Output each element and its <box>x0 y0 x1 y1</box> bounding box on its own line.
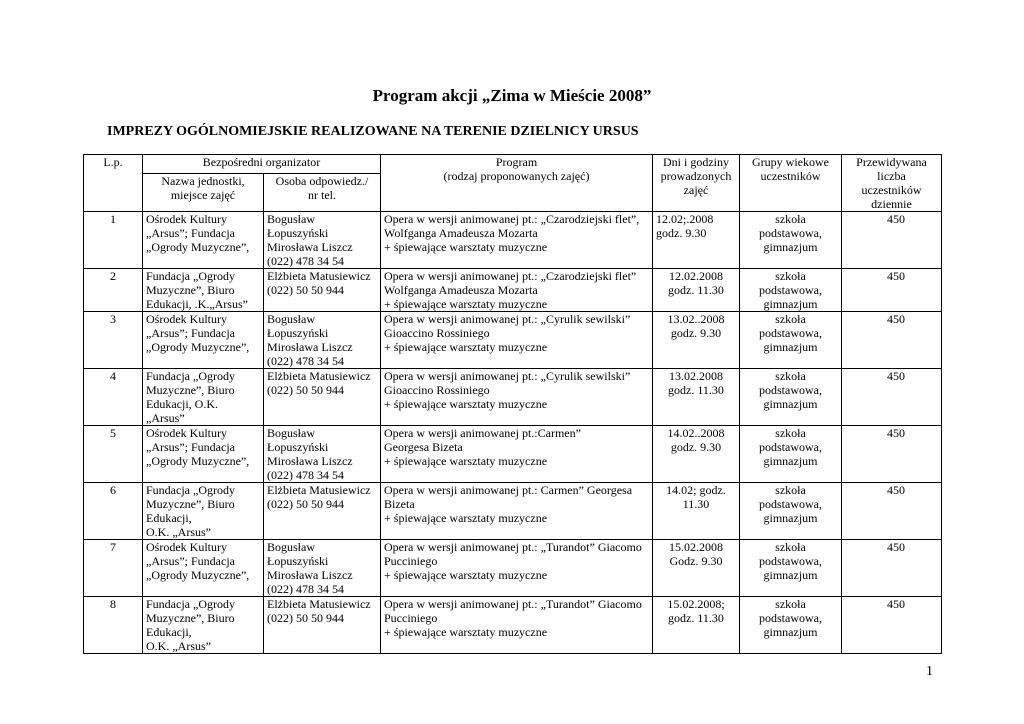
program-table <box>83 154 942 654</box>
row-groups: szkoła podstawowa, gimnazjum <box>740 269 842 312</box>
row-unit: Fundacja „Ogrody Muzyczne”, Biuro Edukacji, .K.„Arsus” <box>143 269 264 312</box>
row-lp: 4 <box>84 369 143 426</box>
row-dates: 15.02.2008 Godz. 9.30 <box>653 540 740 597</box>
table-row <box>84 426 942 483</box>
header-organizer: Bezpośredni organizator <box>143 155 381 174</box>
table-row <box>84 269 942 312</box>
header-unit: Nazwa jednostki, miejsce zajęć <box>143 174 264 212</box>
row-lp: 8 <box>84 597 143 654</box>
table-row <box>84 369 942 426</box>
row-unit: Fundacja „Ogrody Muzyczne”, Biuro Edukacji, O.K. „Arsus” <box>143 483 264 540</box>
row-dates: 14.02; godz. 11.30 <box>653 483 740 540</box>
page-number: 1 <box>926 664 933 679</box>
row-groups: szkoła podstawowa, gimnazjum <box>740 212 842 269</box>
row-dates: 15.02.2008; godz. 11.30 <box>653 597 740 654</box>
header-groups: Grupy wiekowe uczestników <box>740 155 842 212</box>
row-lp: 7 <box>84 540 143 597</box>
row-unit: Fundacja „Ogrody Muzyczne”, Biuro Edukacji, O.K. „Arsus” <box>143 597 264 654</box>
section-heading: IMPREZY OGÓLNOMIEJSKIE REALIZOWANE NA TERENIE DZIELNICY URSUS <box>107 124 639 139</box>
row-count: 450 <box>842 483 942 540</box>
row-dates: 13.02..2008 godz. 9.30 <box>653 312 740 369</box>
row-count: 450 <box>842 540 942 597</box>
row-contact: Bogusław Łopuszyński Mirosława Liszcz (022) 478 34 54 <box>264 212 381 269</box>
row-lp: 3 <box>84 312 143 369</box>
table-row <box>84 597 942 654</box>
row-contact: Bogusław Łopuszyński Mirosława Liszcz (022) 478 34 54 <box>264 426 381 483</box>
row-lp: 1 <box>84 212 143 269</box>
row-contact: Bogusław Łopuszyński Mirosława Liszcz (022) 478 34 54 <box>264 540 381 597</box>
row-lp: 5 <box>84 426 143 483</box>
row-unit: Ośrodek Kultury „Arsus”; Fundacja „Ogrody Muzyczne”, <box>143 540 264 597</box>
page-title: Program akcji „Zima w Mieście 2008” <box>372 86 652 105</box>
table-row <box>84 312 942 369</box>
row-groups: szkoła podstawowa, gimnazjum <box>740 597 842 654</box>
row-count: 450 <box>842 212 942 269</box>
row-dates: 12.02.2008 godz. 11.30 <box>653 269 740 312</box>
header-lp: L.p. <box>84 155 143 212</box>
row-count: 450 <box>842 369 942 426</box>
row-count: 450 <box>842 597 942 654</box>
row-unit: Ośrodek Kultury „Arsus”; Fundacja „Ogrody Muzyczne”, <box>143 426 264 483</box>
header-dates: Dni i godziny prowadzonych zajęć <box>653 155 740 212</box>
row-program: Opera w wersji animowanej pt.: „Czarodziejski flet”, Wolfganga Amadeusza Mozarta + śpiewające warsztaty muzyczne <box>381 212 653 269</box>
row-lp: 2 <box>84 269 143 312</box>
table-row <box>84 540 942 597</box>
row-unit: Fundacja „Ogrody Muzyczne”, Biuro Edukacji, O.K. „Arsus” <box>143 369 264 426</box>
row-program: Opera w wersji animowanej pt.:Carmen” Georgesa Bizeta + śpiewające warsztaty muzyczne <box>381 426 653 483</box>
row-dates: 13.02.2008 godz. 11.30 <box>653 369 740 426</box>
row-program: Opera w wersji animowanej pt.: „Cyrulik sewilski” Gioaccino Rossiniego + śpiewające warsztaty muzyczne <box>381 369 653 426</box>
row-contact: Elżbieta Matusiewicz (022) 50 50 944 <box>264 597 381 654</box>
row-program: Opera w wersji animowanej pt.: Carmen” Georgesa Bizeta + śpiewające warsztaty muzyczne <box>381 483 653 540</box>
row-count: 450 <box>842 426 942 483</box>
row-unit: Ośrodek Kultury „Arsus”; Fundacja „Ogrody Muzyczne”, <box>143 312 264 369</box>
row-program: Opera w wersji animowanej pt.: „Czarodziejski flet” Wolfganga Amadeusza Mozarta + śpiewające warsztaty muzyczne <box>381 269 653 312</box>
row-dates: 14.02..2008 godz. 9.30 <box>653 426 740 483</box>
table-row <box>84 212 942 269</box>
row-program: Opera w wersji animowanej pt.: „Turandot” Giacomo Pucciniego + śpiewające warsztaty muzyczne <box>381 540 653 597</box>
row-count: 450 <box>842 312 942 369</box>
row-groups: szkoła podstawowa, gimnazjum <box>740 483 842 540</box>
row-groups: szkoła podstawowa, gimnazjum <box>740 426 842 483</box>
row-contact: Elżbieta Matusiewicz (022) 50 50 944 <box>264 369 381 426</box>
row-contact: Bogusław Łopuszyński Mirosława Liszcz (022) 478 34 54 <box>264 312 381 369</box>
header-program: Program (rodzaj proponowanych zajęć) <box>381 155 653 212</box>
row-contact: Elżbieta Matusiewicz (022) 50 50 944 <box>264 483 381 540</box>
header-count: Przewidywana liczba uczestników dziennie <box>842 155 942 212</box>
table-row <box>84 483 942 540</box>
row-program: Opera w wersji animowanej pt.: „Cyrulik sewilski” Gioaccino Rossiniego + śpiewające warsztaty muzyczne <box>381 312 653 369</box>
row-unit: Ośrodek Kultury „Arsus”; Fundacja „Ogrody Muzyczne”, <box>143 212 264 269</box>
row-program: Opera w wersji animowanej pt.: „Turandot” Giacomo Pucciniego + śpiewające warsztaty muzyczne <box>381 597 653 654</box>
row-dates: 12.02;.2008 godz. 9.30 <box>653 212 740 269</box>
row-groups: szkoła podstawowa, gimnazjum <box>740 369 842 426</box>
row-lp: 6 <box>84 483 143 540</box>
row-contact: Elżbieta Matusiewicz (022) 50 50 944 <box>264 269 381 312</box>
table-header-row <box>84 155 942 174</box>
row-count: 450 <box>842 269 942 312</box>
header-contact: Osoba odpowiedz./ nr tel. <box>264 174 381 212</box>
row-groups: szkoła podstawowa, gimnazjum <box>740 540 842 597</box>
row-groups: szkoła podstawowa, gimnazjum <box>740 312 842 369</box>
